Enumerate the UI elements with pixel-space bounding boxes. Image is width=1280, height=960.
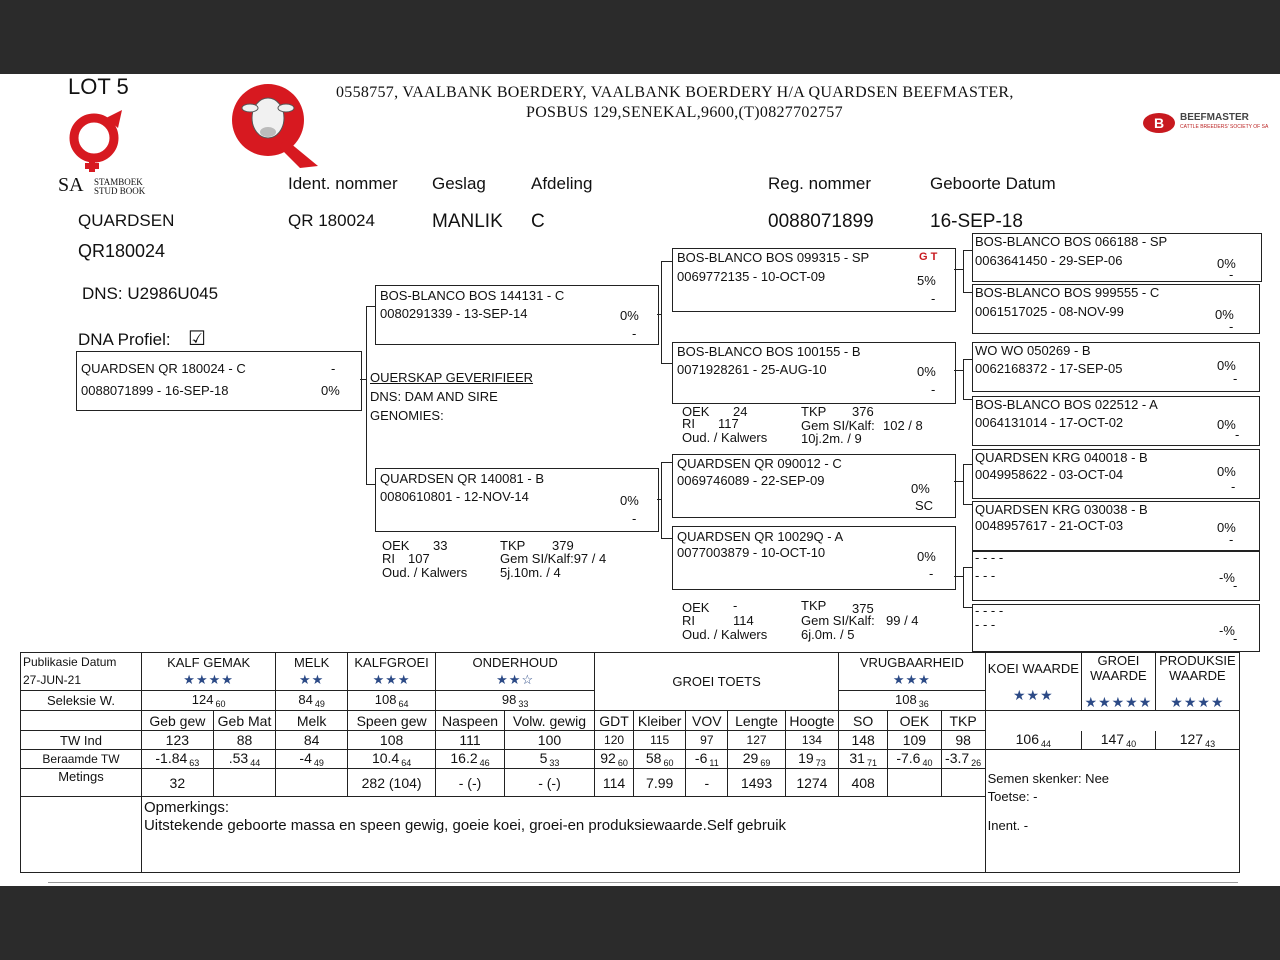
dam-sire-pct: 0% bbox=[911, 481, 930, 496]
tw-groeiw-acc: 40 bbox=[1126, 738, 1137, 749]
reg-number: 0088071899 bbox=[768, 211, 874, 232]
dd-tkp-value: 375 bbox=[852, 601, 874, 616]
g3-name: - - - - bbox=[975, 550, 1004, 565]
selection-label: Seleksie W. bbox=[21, 690, 142, 710]
ber-value: -7.6 bbox=[896, 750, 921, 766]
semen-donor: Semen skenker: Nee bbox=[987, 770, 1110, 786]
sire-dam-detail: 0071928261 - 25-AUG-10 bbox=[677, 362, 827, 377]
sel-kalfgroei-value: 108 bbox=[374, 691, 397, 707]
tw-cell: 127 bbox=[728, 731, 785, 750]
ber-acc: 26 bbox=[971, 758, 982, 768]
met-cell: 114 bbox=[595, 769, 634, 797]
ber-acc: 40 bbox=[922, 758, 933, 768]
dam-sire-extra: SC bbox=[915, 498, 934, 513]
ber-value: -4 bbox=[299, 750, 312, 766]
dam-dam-name: QUARDSEN QR 10029Q - A bbox=[677, 529, 844, 544]
pedigree-g3-box bbox=[972, 284, 1260, 334]
ber-cell bbox=[213, 750, 276, 769]
sel-melk-value: 84 bbox=[298, 691, 313, 707]
dam-pct: 0% bbox=[620, 493, 639, 508]
sel-vrug-acc: 36 bbox=[918, 698, 929, 709]
tw-cell: 100 bbox=[504, 731, 594, 750]
sel-onderhoud-acc: 33 bbox=[518, 698, 529, 709]
ber-acc: 60 bbox=[617, 758, 628, 768]
group-groeiw bbox=[1082, 653, 1156, 711]
sd-gem-value: 102 / 8 bbox=[883, 418, 923, 433]
col-birth-label: Geboorte Datum bbox=[930, 174, 1056, 193]
tw-cell: 123 bbox=[141, 731, 213, 750]
sire-dash: - bbox=[632, 326, 637, 341]
dam-tkp-value: 379 bbox=[552, 538, 574, 553]
tests-info: Toetse: - bbox=[987, 788, 1038, 804]
dns-number: DNS: U2986U045 bbox=[82, 284, 219, 303]
pedigree-sire-dam-box bbox=[672, 342, 956, 404]
g3-dash: - bbox=[1229, 532, 1234, 547]
ber-value: 31 bbox=[849, 750, 865, 766]
col-header: OEK bbox=[888, 711, 941, 731]
sel-melk-acc: 49 bbox=[314, 698, 325, 709]
dna-profile-label: DNA Profiel: bbox=[78, 330, 171, 349]
breeder-line-1: 0558757, VAALBANK BOERDERY, VAALBANK BOERDERY H/A QUARDSEN BEEFMASTER, bbox=[336, 84, 1014, 101]
group-onderhoud: ONDERHOUD bbox=[436, 653, 595, 672]
col-header: Speen gew bbox=[348, 711, 436, 731]
g3-dash: - bbox=[1229, 267, 1234, 282]
ber-cell bbox=[839, 750, 888, 769]
dam-detail: 0080610801 - 12-NOV-14 bbox=[380, 489, 529, 504]
g3-detail: 0062168372 - 17-SEP-05 bbox=[975, 361, 1123, 376]
melk-stars-icon: ★★ bbox=[276, 671, 348, 690]
g3-dash: - bbox=[1235, 427, 1240, 442]
parentage-verified: OUERSKAP GEVERIFIEER bbox=[370, 370, 534, 385]
tw-cell: 115 bbox=[634, 731, 686, 750]
dam-age-calves-value: 5j.10m. / 4 bbox=[500, 565, 561, 580]
sa-logo-text-2: STUD BOOK bbox=[94, 186, 146, 196]
group-koei-label: KOEI WAARDE bbox=[987, 660, 1079, 676]
group-groei: GROEI TOETS bbox=[595, 653, 839, 711]
met-cell: - (-) bbox=[436, 769, 505, 797]
dd-tkp-label: TKP bbox=[801, 598, 827, 613]
sd-oek-label: OEK bbox=[682, 404, 710, 419]
tw-prod-acc: 43 bbox=[1205, 738, 1216, 749]
kalf-stars-icon: ★★★★ bbox=[141, 671, 275, 690]
group-groeiw-label: GROEI WAARDE bbox=[1090, 653, 1147, 683]
dd-oek-value: - bbox=[733, 598, 738, 613]
sel-vrug bbox=[839, 690, 986, 710]
self-pct: 0% bbox=[321, 383, 340, 398]
ident-number: QR 180024 bbox=[288, 211, 375, 230]
met-cell: 1274 bbox=[785, 769, 838, 797]
g3-detail: 0063641450 - 29-SEP-06 bbox=[975, 253, 1123, 268]
ber-cell bbox=[141, 750, 213, 769]
self-name: QUARDSEN QR 180024 - C bbox=[81, 361, 246, 376]
col-division-label: Afdeling bbox=[531, 174, 593, 193]
g3-pct: 0% bbox=[1217, 256, 1236, 271]
ber-cell bbox=[276, 750, 348, 769]
genomics-label: GENOMIES: bbox=[370, 408, 444, 423]
col-header: Melk bbox=[276, 711, 348, 731]
tw-groeiw bbox=[1082, 731, 1156, 750]
remarks-text: Uitstekende geboorte massa en speen gewig, goeie koei, groei-en produksiewaarde.Self gebruik bbox=[143, 817, 787, 834]
ber-value: 29 bbox=[742, 750, 759, 766]
group-melk: MELK bbox=[276, 653, 348, 672]
sire-sire-name: BOS-BLANCO BOS 099315 - SP bbox=[677, 250, 870, 265]
col-header: Lengte bbox=[728, 711, 785, 731]
beefmaster-logo-sub: CATTLE BREEDERS' SOCIETY OF SA bbox=[1180, 124, 1269, 130]
g3-dash: - bbox=[1233, 631, 1238, 646]
dd-ri-value: 114 bbox=[733, 613, 754, 628]
prod-stars-icon: ★★★★ bbox=[1170, 694, 1225, 710]
ber-acc: 69 bbox=[760, 758, 771, 768]
sel-onderhoud-value: 98 bbox=[501, 691, 517, 707]
dam-oek-value: 33 bbox=[433, 538, 448, 553]
g3-detail: 0061517025 - 08-NOV-99 bbox=[975, 304, 1124, 319]
g3-dash: - bbox=[1229, 319, 1234, 334]
tw-groeiw-value: 147 bbox=[1100, 730, 1125, 747]
dna-checkbox-icon: ☑ bbox=[188, 328, 206, 350]
sire-dam-dash: - bbox=[931, 382, 936, 397]
col-header: TKP bbox=[941, 711, 985, 731]
ber-value: 10.4 bbox=[371, 750, 400, 766]
performance-table bbox=[20, 652, 1240, 873]
col-header: Volw. gewig bbox=[504, 711, 594, 731]
remarks-label: Opmerkings: bbox=[143, 799, 229, 816]
pedigree-g3-box bbox=[972, 233, 1262, 282]
extra-info-cell bbox=[985, 769, 1239, 873]
tw-koei-acc: 44 bbox=[1040, 738, 1051, 749]
g3-detail: - - - bbox=[975, 617, 996, 632]
g3-name: WO WO 050269 - B bbox=[975, 343, 1091, 358]
pedigree-g3-box bbox=[972, 342, 1260, 392]
group-kalfgroei: KALFGROEI bbox=[348, 653, 436, 672]
onderhoud-stars-icon: ★★☆ bbox=[436, 671, 595, 690]
group-prod-label: PRODUKSIE WAARDE bbox=[1159, 653, 1236, 683]
dd-age-calves-label: Oud. / Kalwers bbox=[682, 627, 768, 642]
met-cell bbox=[213, 769, 276, 797]
tw-cell: 108 bbox=[348, 731, 436, 750]
group-vrug: VRUGBAARHEID bbox=[839, 653, 986, 672]
sel-melk bbox=[276, 690, 348, 710]
col-header: Geb Mat bbox=[213, 711, 276, 731]
ber-value: -6 bbox=[694, 750, 708, 766]
table-row bbox=[21, 731, 1240, 750]
col-header: Hoogte bbox=[785, 711, 838, 731]
row-label: Metings bbox=[21, 769, 142, 797]
pedigree-dam-dam-box bbox=[672, 526, 956, 590]
tw-cell: 109 bbox=[888, 731, 941, 750]
g3-detail: - - - bbox=[975, 568, 996, 583]
sel-kalf bbox=[141, 690, 275, 710]
dam-gem-label: Gem SI/Kalf:97 / 4 bbox=[500, 551, 607, 566]
sel-onderhoud bbox=[436, 690, 595, 710]
lot-number: LOT 5 bbox=[68, 74, 129, 99]
birth-date: 16-SEP-18 bbox=[930, 211, 1023, 232]
col-header: SO bbox=[839, 711, 888, 731]
beefmaster-logo-text: BEEFMASTER bbox=[1180, 112, 1249, 123]
col-reg-label: Reg. nommer bbox=[768, 174, 871, 193]
ber-value: 19 bbox=[798, 750, 814, 766]
g3-name: BOS-BLANCO BOS 999555 - C bbox=[975, 285, 1160, 300]
col-header: Geb gew bbox=[141, 711, 213, 731]
pedigree-g3-box bbox=[972, 449, 1260, 499]
tw-cell: 98 bbox=[941, 731, 985, 750]
pedigree-g3-box bbox=[972, 604, 1260, 652]
ber-acc: 71 bbox=[866, 758, 877, 768]
col-ident-label: Ident. nommer bbox=[288, 174, 398, 193]
dam-dam-pct: 0% bbox=[917, 549, 936, 564]
dam-oek-label: OEK bbox=[382, 538, 410, 553]
sel-kalf-value: 124 bbox=[191, 691, 214, 707]
ber-cell bbox=[634, 750, 686, 769]
breeder-line-2: POSBUS 129,SENEKAL,9600,(T)0827702757 bbox=[526, 104, 843, 121]
met-cell: - bbox=[686, 769, 728, 797]
g3-pct: -% bbox=[1219, 623, 1235, 638]
groeiw-stars-icon: ★★★★★ bbox=[1084, 694, 1153, 710]
ber-cell bbox=[888, 750, 941, 769]
dam-ri-value: 107 bbox=[408, 551, 430, 566]
ber-value: -3.7 bbox=[945, 750, 970, 766]
met-cell: 282 (104) bbox=[348, 769, 436, 797]
sd-age-calves-value: 10j.2m. / 9 bbox=[801, 431, 862, 446]
sel-kalfgroei bbox=[348, 690, 436, 710]
tw-cell: 134 bbox=[785, 731, 838, 750]
quardsen-bull-logo-icon bbox=[226, 82, 334, 170]
tw-cell: 148 bbox=[839, 731, 888, 750]
ber-acc: 60 bbox=[663, 758, 674, 768]
col-header: Kleiber bbox=[634, 711, 686, 731]
g3-dash: - bbox=[1233, 578, 1238, 593]
dam-name: QUARDSEN QR 140081 - B bbox=[380, 471, 545, 486]
met-cell bbox=[941, 769, 985, 797]
dd-age-calves-value: 6j.0m. / 5 bbox=[801, 627, 855, 642]
sel-vrug-value: 108 bbox=[894, 691, 917, 707]
g3-pct: 0% bbox=[1215, 307, 1234, 322]
animal-code: QR180024 bbox=[78, 241, 166, 261]
met-cell: - (-) bbox=[504, 769, 594, 797]
sd-ri-value: 117 bbox=[718, 416, 739, 431]
group-kalf: KALF GEMAK bbox=[141, 653, 275, 672]
dam-tkp-label: TKP bbox=[500, 538, 526, 553]
g3-dash: - bbox=[1233, 371, 1238, 386]
ber-acc: 33 bbox=[549, 758, 560, 768]
sire-sire-pct: 5% bbox=[917, 273, 936, 288]
ber-cell bbox=[504, 750, 594, 769]
tw-cell: 84 bbox=[276, 731, 348, 750]
col-header: VOV bbox=[686, 711, 728, 731]
sa-logo-letters: SA bbox=[58, 174, 84, 196]
sel-kalf-acc: 60 bbox=[215, 698, 226, 709]
g3-name: BOS-BLANCO BOS 066188 - SP bbox=[975, 234, 1168, 249]
group-prod bbox=[1155, 653, 1239, 711]
ber-value: .53 bbox=[228, 750, 249, 766]
sd-oek-value: 24 bbox=[733, 404, 748, 419]
met-cell: 408 bbox=[839, 769, 888, 797]
g3-pct: 0% bbox=[1217, 417, 1236, 432]
met-cell: 1493 bbox=[728, 769, 785, 797]
tw-cell: 97 bbox=[686, 731, 728, 750]
sd-tkp-value: 376 bbox=[852, 404, 874, 419]
dd-gem-label: Gem SI/Kalf: bbox=[801, 613, 875, 628]
sire-sire-dash: - bbox=[931, 291, 936, 306]
sire-name: BOS-BLANCO BOS 144131 - C bbox=[380, 288, 565, 303]
dns-dam-sire: DNS: DAM AND SIRE bbox=[370, 389, 498, 404]
ber-cell bbox=[595, 750, 634, 769]
g3-detail: 0049958622 - 03-OCT-04 bbox=[975, 467, 1124, 482]
met-cell bbox=[276, 769, 348, 797]
g3-pct: 0% bbox=[1217, 358, 1236, 373]
sire-sire-detail: 0069772135 - 10-OCT-09 bbox=[677, 269, 826, 284]
koei-stars-icon: ★★★ bbox=[1012, 686, 1054, 703]
sire-dam-name: BOS-BLANCO BOS 100155 - B bbox=[677, 344, 861, 359]
group-koei bbox=[985, 653, 1081, 711]
dam-dash: - bbox=[632, 511, 637, 526]
division-value: C bbox=[531, 211, 545, 232]
g3-detail: 0064131014 - 17-OCT-02 bbox=[975, 415, 1124, 430]
kalfgroei-stars-icon: ★★★ bbox=[348, 671, 436, 690]
ber-cell bbox=[436, 750, 505, 769]
dd-oek-label: OEK bbox=[682, 600, 710, 615]
ber-value: 92 bbox=[600, 750, 616, 766]
dam-sire-detail: 0069746089 - 22-SEP-09 bbox=[677, 473, 825, 488]
g3-name: BOS-BLANCO BOS 022512 - A bbox=[975, 397, 1158, 412]
dam-dam-dash: - bbox=[929, 566, 934, 581]
pedigree-g3-box bbox=[972, 501, 1260, 551]
tw-koei-value: 106 bbox=[1015, 730, 1039, 747]
dd-ri-label: RI bbox=[682, 613, 695, 628]
dam-ri-label: RI bbox=[382, 551, 395, 566]
sd-tkp-label: TKP bbox=[801, 404, 827, 419]
ber-cell bbox=[785, 750, 838, 769]
pedigree-g3-box bbox=[972, 551, 1260, 601]
met-cell bbox=[888, 769, 941, 797]
ber-acc: 44 bbox=[250, 758, 261, 768]
self-dash: - bbox=[331, 361, 336, 376]
sd-gem-label: Gem SI/Kalf: bbox=[801, 418, 875, 433]
ber-cell bbox=[686, 750, 728, 769]
ber-value: 5 bbox=[539, 750, 548, 766]
pedigree-sire-box bbox=[375, 285, 659, 345]
sa-logo-text-1: STAMBOEK bbox=[94, 177, 143, 187]
ber-cell bbox=[728, 750, 785, 769]
g3-name: - - - - bbox=[975, 603, 1004, 618]
ber-value: 16.2 bbox=[450, 750, 478, 766]
g3-pct: 0% bbox=[1217, 464, 1236, 479]
pedigree-self-box bbox=[76, 351, 362, 411]
sa-studbook-logo-icon bbox=[66, 106, 132, 174]
g3-detail: 0048957617 - 21-OCT-03 bbox=[975, 518, 1124, 533]
ber-acc: 73 bbox=[815, 758, 826, 768]
dam-age-calves-label: Oud. / Kalwers bbox=[382, 565, 468, 580]
dam-dam-detail: 0077003879 - 10-OCT-10 bbox=[677, 545, 826, 560]
g3-name: QUARDSEN KRG 030038 - B bbox=[975, 502, 1148, 517]
ber-acc: 64 bbox=[401, 758, 412, 768]
tw-cell: 88 bbox=[213, 731, 276, 750]
met-cell: 7.99 bbox=[634, 769, 686, 797]
pedigree-dam-sire-box bbox=[672, 454, 956, 518]
sire-pct: 0% bbox=[620, 308, 639, 323]
g3-pct: 0% bbox=[1217, 520, 1236, 535]
pedigree-sire-sire-box bbox=[672, 248, 956, 312]
tw-prod-value: 127 bbox=[1179, 730, 1204, 747]
sd-ri-label: RI bbox=[682, 416, 695, 431]
pedigree-dam-box bbox=[375, 468, 659, 532]
sire-detail: 0080291339 - 13-SEP-14 bbox=[380, 306, 528, 321]
tw-cell: 120 bbox=[595, 731, 634, 750]
col-header: Naspeen bbox=[436, 711, 505, 731]
herd-name: QUARDSEN bbox=[78, 211, 175, 230]
vrug-stars-icon: ★★★ bbox=[839, 671, 986, 690]
sex-value: MANLIK bbox=[432, 211, 503, 232]
table-row bbox=[21, 750, 1240, 769]
met-cell: 32 bbox=[141, 769, 213, 797]
ber-value: 58 bbox=[645, 750, 662, 766]
col-sex-label: Geslag bbox=[432, 174, 486, 193]
g3-pct: -% bbox=[1219, 570, 1235, 585]
ber-cell bbox=[941, 750, 985, 769]
sd-age-calves-label: Oud. / Kalwers bbox=[682, 430, 768, 445]
remarks-cell bbox=[141, 797, 985, 873]
tw-cell: 111 bbox=[436, 731, 505, 750]
pub-label: Publikasie Datum bbox=[21, 653, 142, 672]
row-label: TW Ind bbox=[21, 731, 142, 750]
sel-kalfgroei-acc: 64 bbox=[398, 698, 409, 709]
col-header: GDT bbox=[595, 711, 634, 731]
ber-acc: 63 bbox=[189, 758, 200, 768]
ber-acc: 49 bbox=[313, 758, 324, 768]
ber-cell bbox=[348, 750, 436, 769]
tw-koei bbox=[985, 731, 1081, 750]
self-detail: 0088071899 - 16-SEP-18 bbox=[81, 383, 229, 398]
sire-dam-pct: 0% bbox=[917, 364, 936, 379]
vaccination-info: Inent. - bbox=[987, 817, 1029, 833]
document-page bbox=[0, 74, 1280, 886]
genomic-tested-badge-icon: G T bbox=[919, 251, 938, 263]
beefmaster-logo-icon bbox=[1142, 112, 1176, 134]
ber-acc: 46 bbox=[479, 758, 490, 768]
pedigree-g3-box bbox=[972, 396, 1260, 446]
pub-date: 27-JUN-21 bbox=[21, 671, 142, 690]
row-label: Beraamde TW bbox=[21, 750, 142, 769]
dd-gem-value: 99 / 4 bbox=[886, 613, 919, 628]
svg-text:B: B bbox=[1153, 115, 1165, 131]
g3-dash: - bbox=[1231, 479, 1236, 494]
tw-prod bbox=[1155, 731, 1239, 750]
g3-name: QUARDSEN KRG 040018 - B bbox=[975, 450, 1148, 465]
ber-value: -1.84 bbox=[155, 750, 188, 766]
ber-acc: 11 bbox=[709, 758, 719, 768]
table-row bbox=[21, 769, 1240, 797]
dam-sire-name: QUARDSEN QR 090012 - C bbox=[677, 456, 842, 471]
